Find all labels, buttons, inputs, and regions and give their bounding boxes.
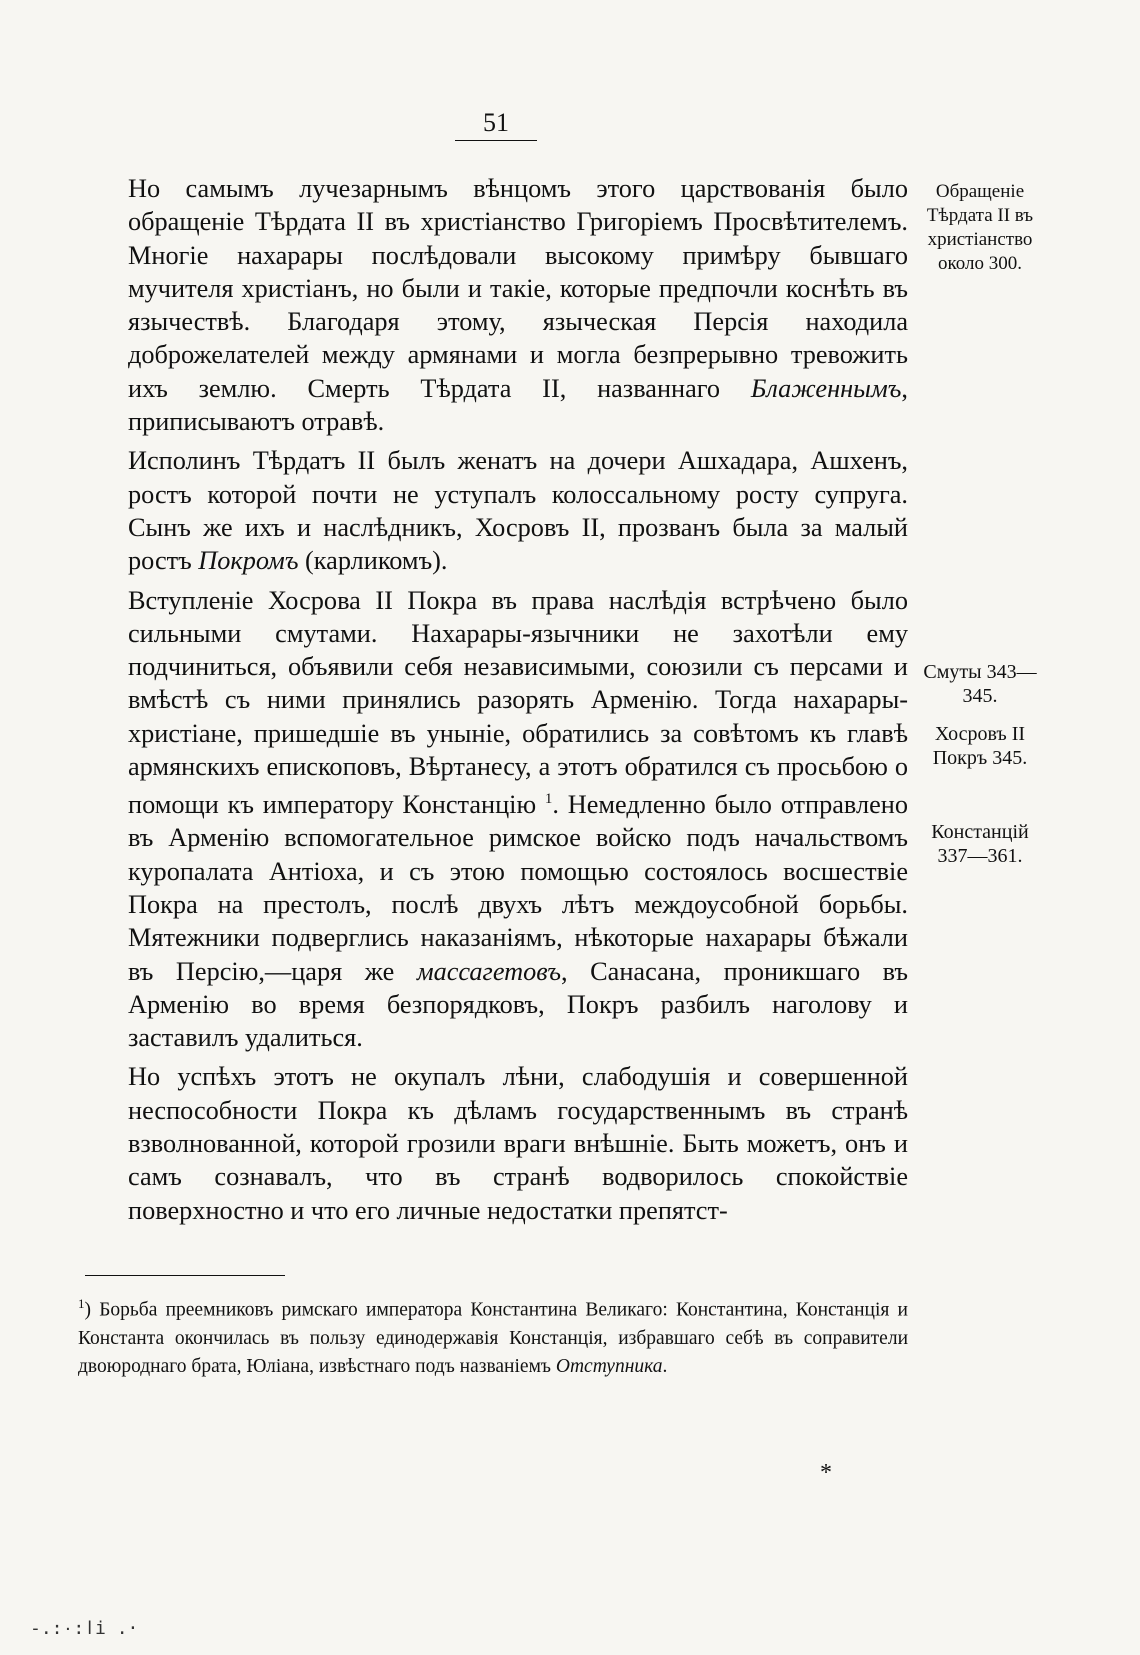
margin-note-constantius: Констанцій 337—361. bbox=[931, 821, 1029, 867]
margin-note-conversion: Обращеніе Тѣрдата II въ христіанство около 300. bbox=[926, 181, 1034, 274]
paragraph-3-text: Вступленіе Хосрова II Покра въ права наслѣдія встрѣчено было сильными смутами. Нахарары-язычники не захотѣли ему подчиниться, объявили себя независимыми, союзили съ персами и вмѣстѣ съ ними принялись разорять Арменію. Тогда нахарары-христіане, пришедшіе въ уныніе, обратились за совѣтомъ къ главѣ армянскихъ епископовъ, Вѣртанесу, а этотъ обратился съ просьбою о помощи къ императору Констанцію bbox=[128, 585, 908, 820]
margin-note-khosrov: Хосровъ II Покръ 345. bbox=[932, 723, 1028, 769]
paragraph-4-text: Но успѣхъ этотъ не окупалъ лѣни, слабодушія и совершенной неспособности Покра къ дѣламъ государственнымъ въ странѣ взволнованной, которой грозили враги внѣшніе. Быть можетъ, онъ и самъ сознавалъ, что въ странѣ водворилось спокойствіе поверхностно и что его личные недостатки препятст- bbox=[128, 1062, 908, 1225]
paragraph-2 bbox=[128, 444, 908, 577]
paragraph-4 bbox=[128, 1060, 908, 1226]
paragraph-2-italic: Покромъ bbox=[198, 546, 299, 576]
paragraph-3-tail: . Немедленно было отправлено въ Арменію вспомогательное римское войско подъ начальствомъ куропалата Антіоха, и съ этою помощью состоялось восшествіе Покра на престолъ, послѣ двухъ лѣтъ междоусобной борьбы. Мятежники подверглись наказаніямъ, нѣкоторые нахарары бѣжали въ Персію,—царя же bbox=[128, 790, 908, 986]
paragraph-2-tail: (карликомъ). bbox=[298, 546, 448, 576]
footnote-tail: . bbox=[662, 1355, 668, 1377]
paragraph-1-tail: , приписываютъ отравѣ. bbox=[128, 373, 908, 437]
page-number: 51 bbox=[455, 108, 537, 141]
paragraph-2-text: Исполинъ Тѣрдатъ II былъ женатъ на дочери Ашхадара, Ашхенъ, ростъ которой почти не уступалъ колоссальному росту супруга. Сынъ же ихъ и наслѣдникъ, Хосровъ II, прозванъ была за малый ростъ bbox=[128, 446, 908, 576]
footnote-reference[interactable]: 1 bbox=[544, 791, 553, 808]
paragraph-1 bbox=[128, 172, 908, 438]
paragraph-1-italic: Блаженнымъ bbox=[750, 373, 902, 403]
footnote-italic: Отступника bbox=[555, 1355, 663, 1377]
margin-note-troubles: Смуты 343—345. bbox=[923, 661, 1037, 707]
main-text bbox=[128, 172, 908, 1227]
footnote-marker: 1 bbox=[78, 1296, 85, 1311]
paragraph-1-text: Но самымъ лучезарнымъ вѣнцомъ этого царствованія было обращеніе Тѣрдата II въ христіанство Григоріемъ Просвѣтителемъ. Многіе нахарары послѣдовали высокому примѣру бывшаго мучителя христіанъ, но были и такіе, которые предпочли коснѣть въ язычествѣ. Благодаря этому, языческая Персія находила доброжелателей между армянами и могла безпрерывно тревожить ихъ землю. Смерть Тѣрдата II, названнаго bbox=[128, 174, 908, 403]
paragraph-3-italic: массагетовъ bbox=[416, 956, 561, 986]
paragraph-3 bbox=[128, 584, 908, 1055]
footnote bbox=[78, 1290, 908, 1381]
footnote-text: ) Борьба преемниковъ римскаго императора Константина Великаго: Константина, Констанція и Константа окончилась въ пользу единодержавія Констанція, избравшаго себѣ въ соправители двоюроднаго брата, Юліана, извѣстнаго подъ названіемъ bbox=[78, 1299, 908, 1377]
asterisk-mark: * bbox=[820, 1460, 832, 1486]
scan-artifact-mark: -.:ا:۰i .· bbox=[30, 1618, 139, 1639]
footnote-divider bbox=[85, 1275, 285, 1276]
paragraph-3-tail2: , Санасана, проникшаго въ Арменію во время безпорядковъ, Покръ разбилъ наголову и заставилъ удалиться. bbox=[128, 956, 909, 1053]
